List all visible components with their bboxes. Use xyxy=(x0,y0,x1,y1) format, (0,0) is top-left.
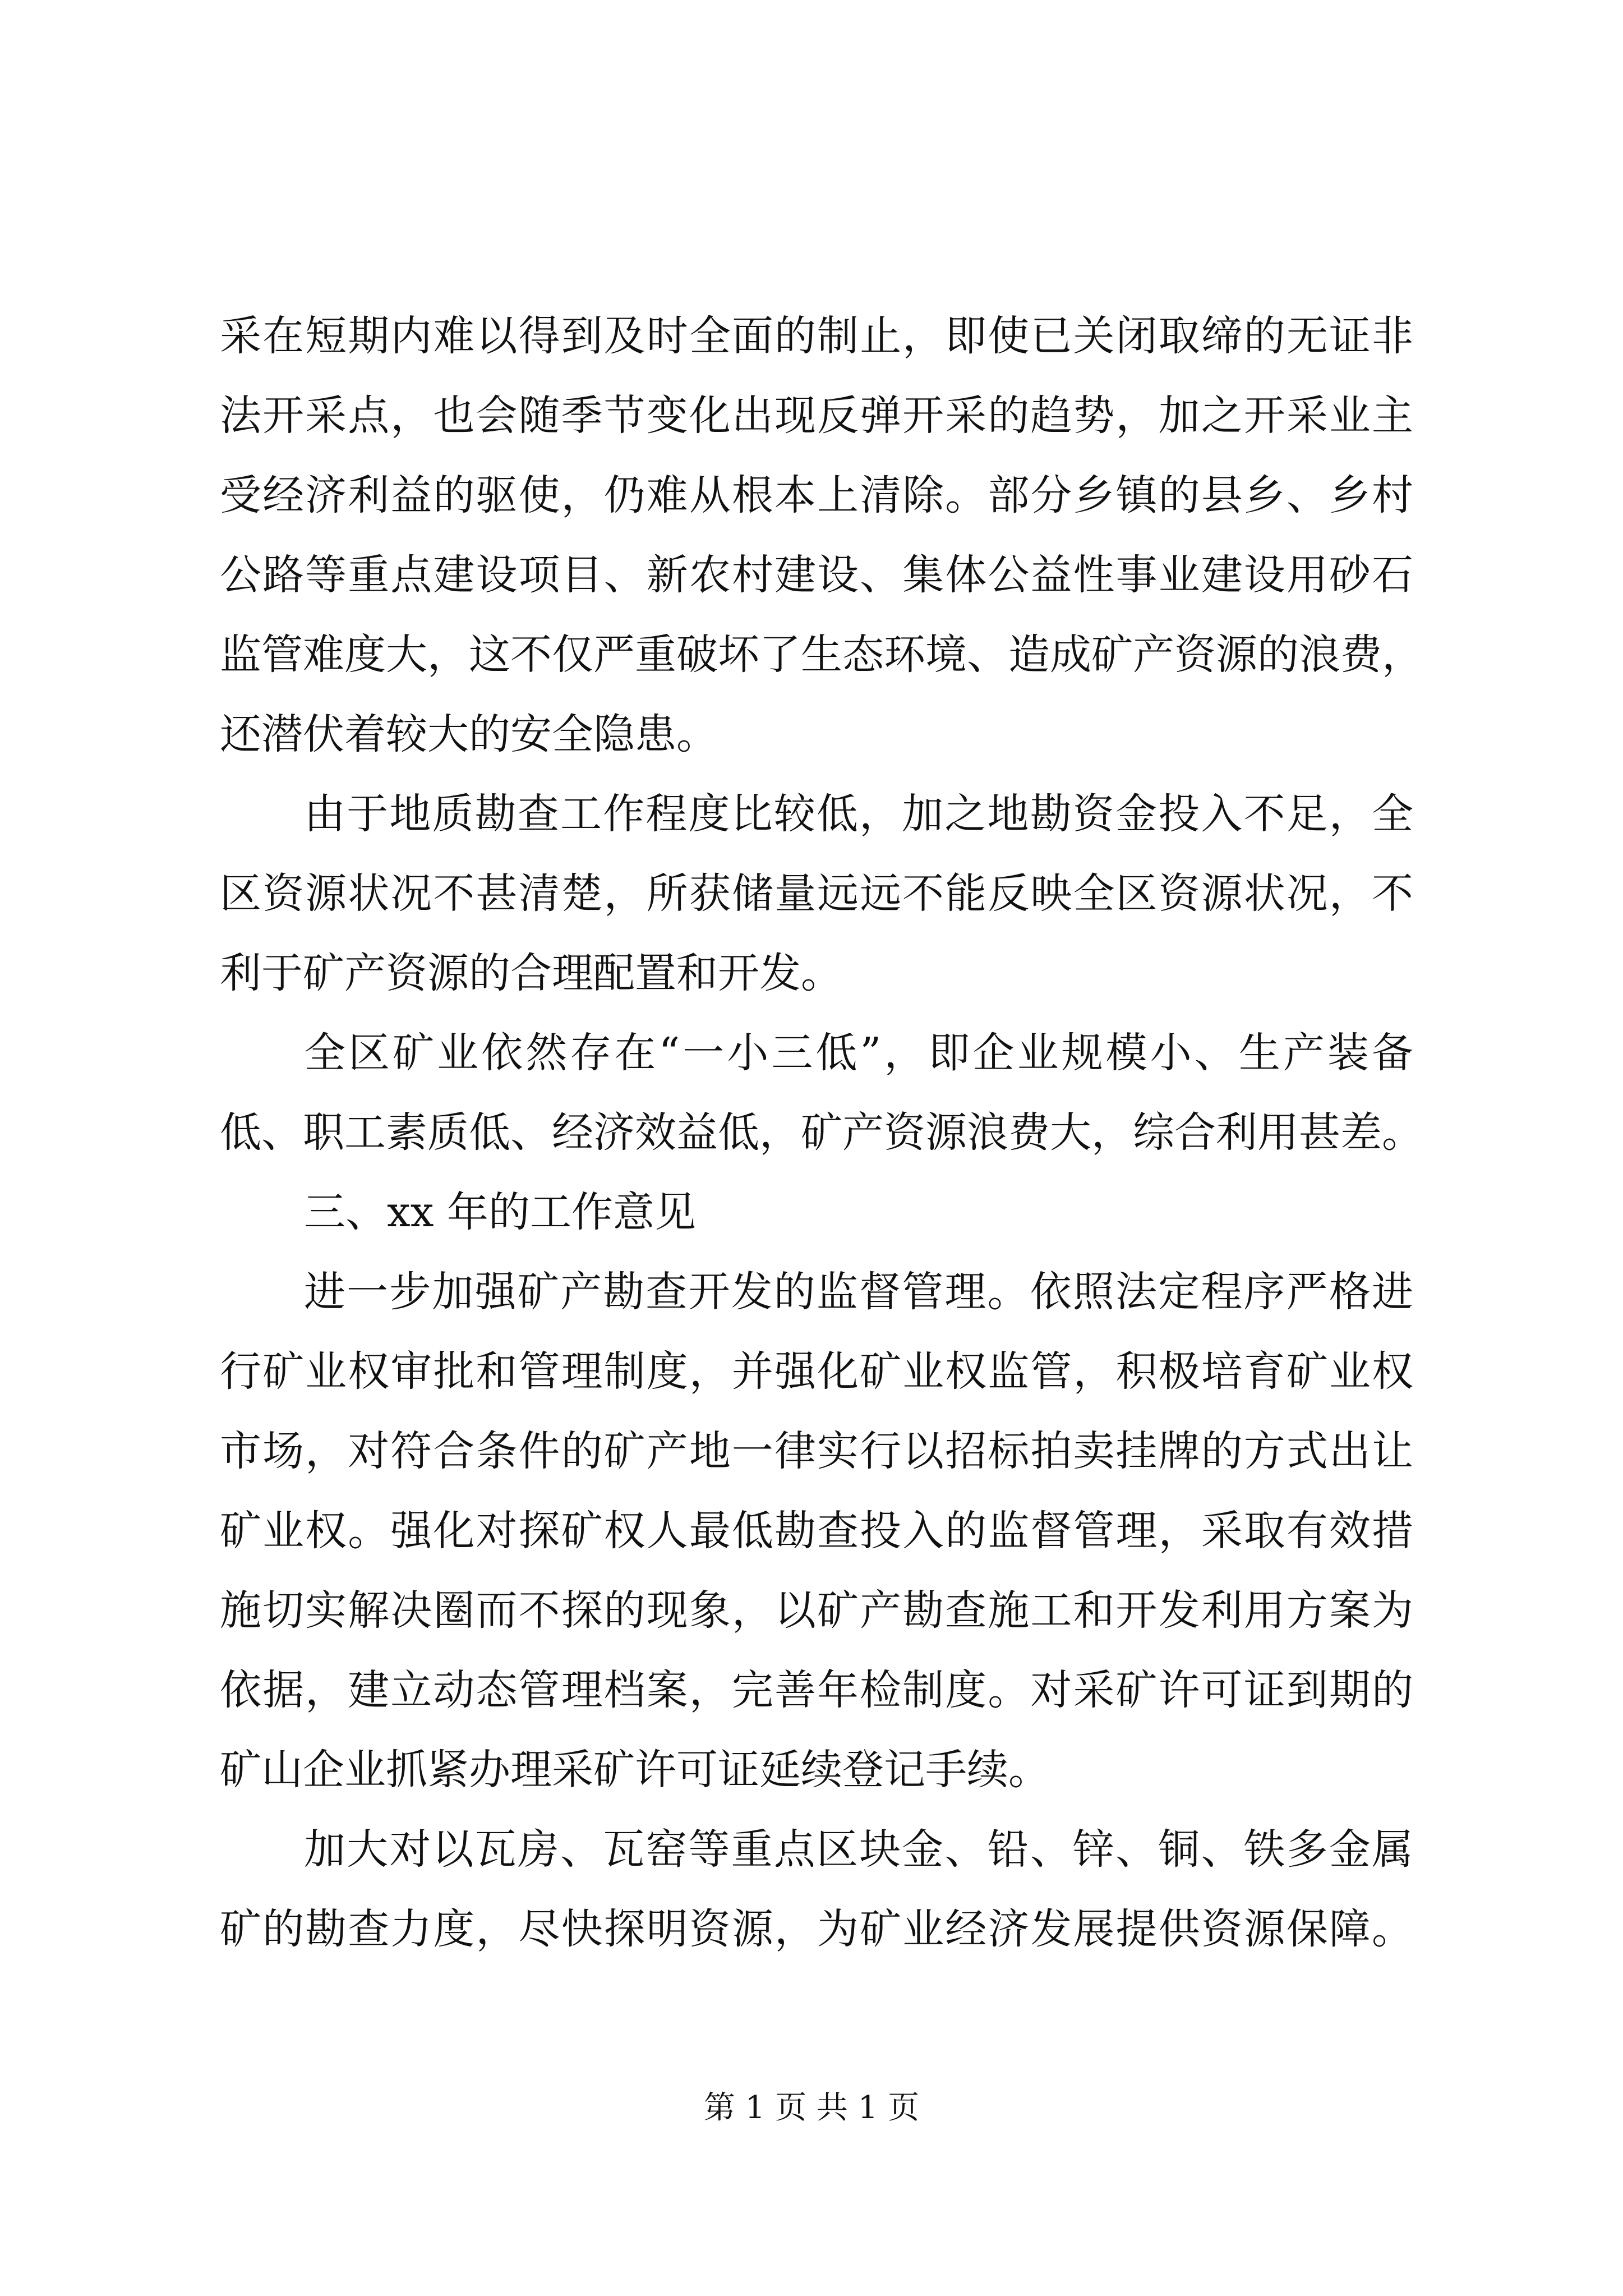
text-line-2: 法开采点，也会随季节变化出现反弹开采的趋势，加之开采业主 xyxy=(220,392,1413,440)
text-line-17: 施切实解决圈而不探的现象，以矿产勘查施工和开发利用方案为 xyxy=(220,1586,1413,1635)
text-line-18: 依据，建立动态管理档案，完善年检制度。对采矿许可证到期的 xyxy=(220,1666,1413,1714)
text-line-4: 公路等重点建设项目、新农村建设、集体公益性事业建设用砂石 xyxy=(220,551,1413,599)
document-body xyxy=(220,296,1423,1969)
text-line-8: 区资源状况不甚清楚，所获储量远远不能反映全区资源状况，不 xyxy=(220,869,1413,918)
text-line-16: 矿业权。强化对探矿权人最低勘查投入的监督管理，采取有效措 xyxy=(220,1507,1413,1555)
text-line-14: 行矿业权审批和管理制度，并强化矿业权监管，积极培育矿业权 xyxy=(220,1347,1413,1396)
text-line-11: 低、职工素质低、经济效益低，矿产资源浪费大，综合利用甚差。 xyxy=(220,1108,1423,1157)
text-line-5: 监管难度大，这不仅严重破坏了生态环境、造成矿产资源的浪费， xyxy=(220,631,1423,679)
text-line-20: 加大对以瓦房、瓦窑等重点区块金、铅、锌、铜、铁多金属 xyxy=(304,1825,1413,1874)
text-line-3: 受经济利益的驱使，仍难从根本上清除。部分乡镇的县乡、乡村 xyxy=(220,471,1413,519)
text-line-9: 利于矿产资源的合理配置和开发。 xyxy=(220,949,842,997)
text-line-1: 采在短期内难以得到及时全面的制止，即使已关闭取缔的无证非 xyxy=(220,312,1413,360)
text-line-13: 进一步加强矿产勘查开发的监督管理。依照法定程序严格进 xyxy=(304,1268,1413,1316)
section-heading: 三、xx 年的工作意见 xyxy=(304,1188,696,1236)
text-line-7: 由于地质勘查工作程度比较低，加之地勘资金投入不足，全 xyxy=(304,790,1413,838)
text-line-6: 还潜伏着较大的安全隐患。 xyxy=(220,710,718,758)
text-line-10: 全区矿业依然存在“一小三低”，即企业规模小、生产装备 xyxy=(304,1029,1413,1077)
text-line-21: 矿的勘查力度，尽快探明资源，为矿业经济发展提供资源保障。 xyxy=(220,1905,1413,1953)
text-line-19: 矿山企业抓紧办理采矿许可证延续登记手续。 xyxy=(220,1746,1050,1794)
text-line-15: 市场，对符合条件的矿产地一律实行以招标拍卖挂牌的方式出让 xyxy=(220,1427,1413,1475)
page-footer: 第 1 页 共 1 页 xyxy=(703,2090,920,2126)
